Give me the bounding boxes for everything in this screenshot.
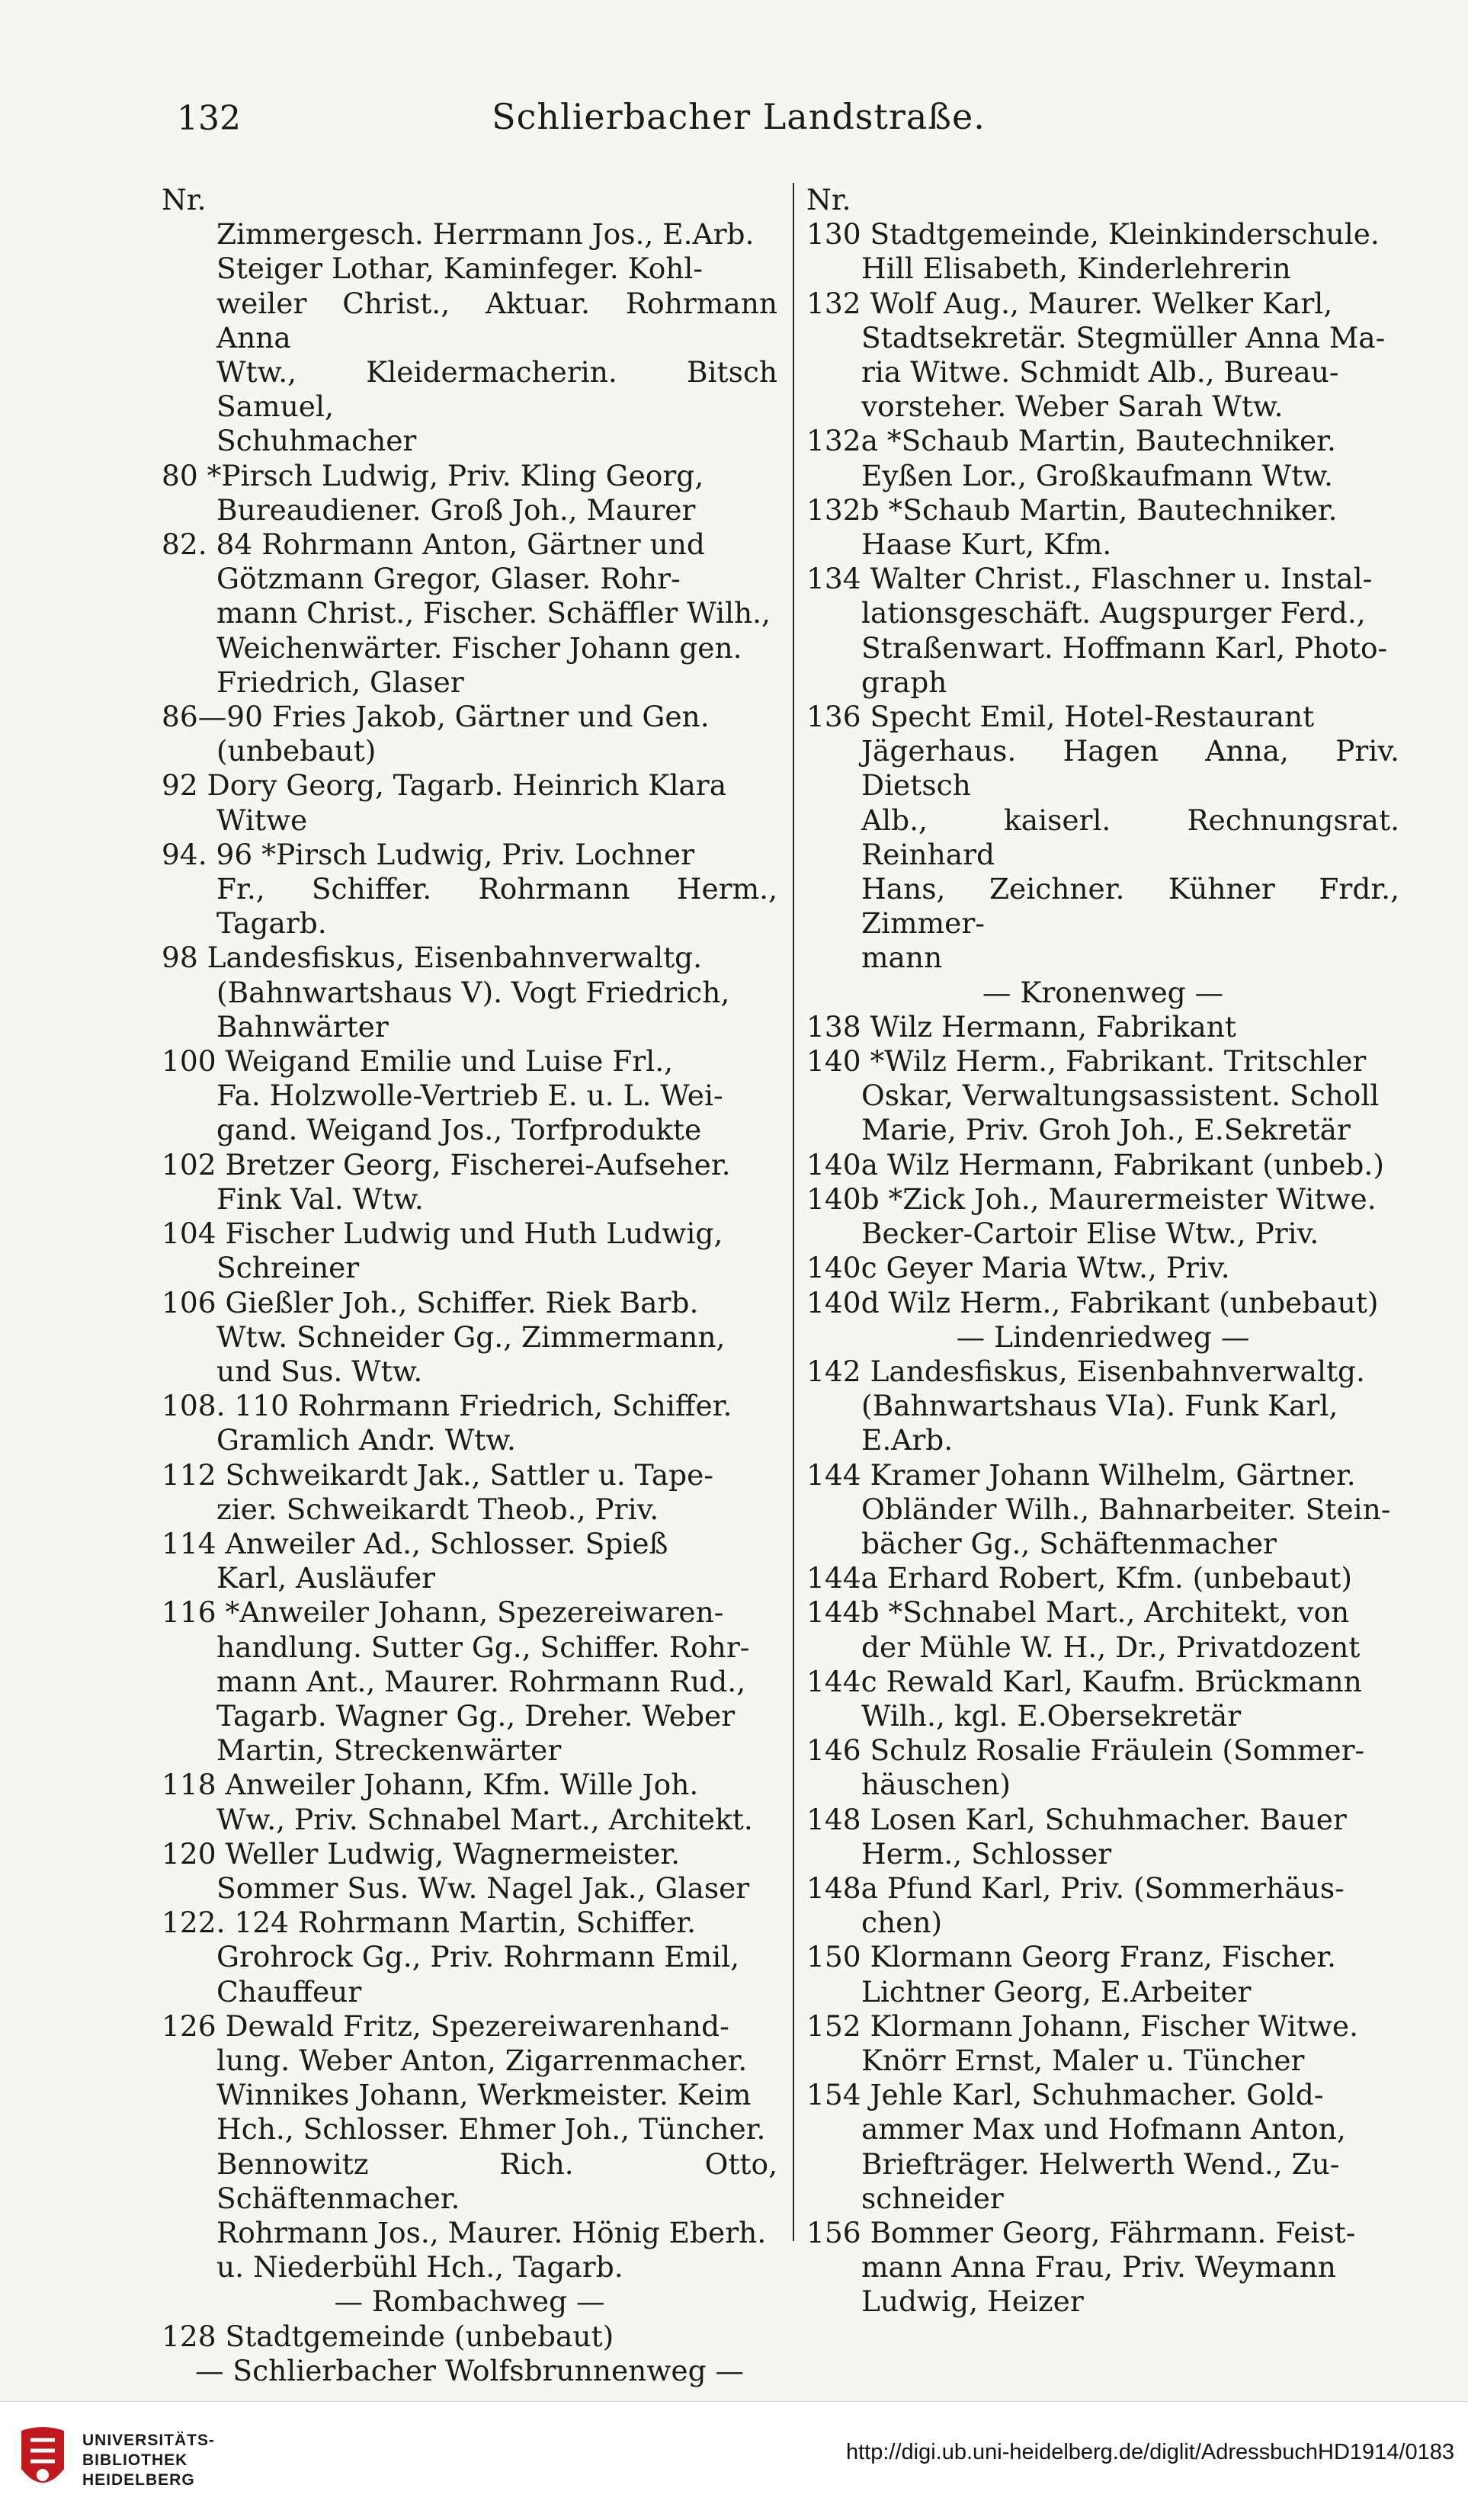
entry-line: 152 Klormann Johann, Fischer Witwe. — [806, 2009, 1359, 2043]
entry-line: schneider — [861, 2181, 1004, 2215]
entry-line: 132b *Schaub Martin, Bautechniker. — [806, 492, 1338, 527]
entry-line: Fink Val. Wtw. — [216, 1181, 424, 1216]
entry-line: Haase Kurt, Kfm. — [861, 527, 1112, 562]
entry-line: E.Arb. — [861, 1423, 954, 1457]
entry-line: handlung. Sutter Gg., Schiffer. Rohr- — [216, 1630, 750, 1664]
entry-line: gand. Weigand Jos., Torfprodukte — [216, 1113, 702, 1147]
entry-line: 150 Klormann Georg Franz, Fischer. — [806, 1940, 1337, 1974]
entry-line: Wtw. Schneider Gg., Zimmermann, — [216, 1319, 726, 1354]
permalink-url[interactable]: http://digi.ub.uni-heidelberg.de/diglit/AdressbuchHD1914/0183 — [845, 2440, 1454, 2464]
entry-line: Fr., Schiffer. Rohrmann Herm., Tagarb. — [216, 872, 777, 941]
entry-line: Zimmergesch. Herrmann Jos., E.Arb. — [216, 217, 755, 252]
entry-line: Lichtner Georg, E.Arbeiter — [861, 1974, 1252, 2009]
page-header — [177, 85, 1300, 146]
entry-line: 102 Bretzer Georg, Fischerei-Aufseher. — [162, 1147, 731, 1181]
entry-line: u. Niederbühl Hch., Tagarb. — [216, 2250, 623, 2284]
entry-line: Fa. Holzwolle-Vertrieb E. u. L. Wei- — [216, 1079, 723, 1113]
viewer-footer — [0, 2401, 1468, 2520]
entry-line: Ludwig, Heizer — [861, 2284, 1084, 2319]
entry-line: bächer Gg., Schäftenmacher — [861, 1526, 1277, 1560]
entry-line: Sommer Sus. Ww. Nagel Jak., Glaser — [216, 1871, 750, 1905]
university-seal-icon — [15, 2423, 70, 2499]
entry-line: 128 Stadtgemeinde (unbebaut) — [162, 2319, 614, 2353]
running-title: Schlierbacher Landstraße. — [492, 96, 986, 137]
entry-line: 136 Specht Emil, Hotel-Restaurant — [806, 700, 1315, 734]
entry-line: ria Witwe. Schmidt Alb., Bureau- — [861, 355, 1339, 390]
entry-line: 100 Weigand Emilie und Luise Frl., — [162, 1044, 674, 1079]
entry-line: 112 Schweikardt Jak., Sattler u. Tape- — [162, 1457, 714, 1492]
entry-line: Bahnwärter — [216, 1009, 389, 1044]
entry-line: Gramlich Andr. Wtw. — [216, 1423, 516, 1457]
entry-line: ammer Max und Hofmann Anton, — [861, 2112, 1346, 2146]
column-divider — [793, 183, 794, 2241]
entry-line: 126 Dewald Fritz, Spezereiwarenhand- — [162, 2009, 729, 2043]
entry-line: der Mühle W. H., Dr., Privatdozent — [861, 1630, 1361, 1664]
entry-line: lationsgeschäft. Augspurger Ferd., — [861, 596, 1366, 630]
entry-line: Chauffeur — [216, 1974, 362, 2009]
entry-line: Hill Elisabeth, Kinderlehrerin — [861, 252, 1291, 286]
entry-line: mann — [861, 941, 943, 975]
entry-line: 140 *Wilz Herm., Fabrikant. Tritschler — [806, 1044, 1367, 1079]
entry-line: Bureaudiener. Groß Joh., Maurer — [216, 492, 696, 527]
entry-line: Götzmann Gregor, Glaser. Rohr- — [216, 562, 681, 596]
entry-line: 108. 110 Rohrmann Friedrich, Schiffer. — [162, 1389, 732, 1423]
entry-line: (unbebaut) — [216, 734, 377, 768]
street-heading: — Rombachweg — — [334, 2284, 605, 2319]
entry-line: Schuhmacher — [216, 424, 417, 458]
entry-line: 92 Dory Georg, Tagarb. Heinrich Klara — [162, 768, 727, 803]
entry-line: 130 Stadtgemeinde, Kleinkinderschule. — [806, 217, 1380, 252]
entry-line: 144c Rewald Karl, Kaufm. Brückmann — [806, 1664, 1362, 1698]
entry-line: Hans, Zeichner. Kühner Frdr., Zimmer- — [861, 872, 1399, 941]
logo-line: UNIVERSITÄTS- — [82, 2432, 216, 2449]
entry-line: mann Christ., Fischer. Schäffler Wilh., — [216, 596, 771, 630]
logo-line: HEIDELBERG — [82, 2471, 195, 2489]
entry-line: 142 Landesfiskus, Eisenbahnverwaltg. — [806, 1354, 1365, 1388]
entry-line: 120 Weller Ludwig, Wagnermeister. — [162, 1836, 681, 1871]
entry-line: 114 Anweiler Ad., Schlosser. Spieß — [162, 1526, 668, 1560]
entry-line: Obländer Wilh., Bahnarbeiter. Stein- — [861, 1492, 1391, 1526]
entry-line: 146 Schulz Rosalie Fräulein (Sommer- — [806, 1733, 1365, 1768]
entry-line: Knörr Ernst, Maler u. Tüncher — [861, 2043, 1305, 2077]
entry-line: 140b *Zick Joh., Maurermeister Witwe. — [806, 1181, 1377, 1216]
entry-line: 144 Kramer Johann Wilhelm, Gärtner. — [806, 1457, 1356, 1492]
entry-line: zier. Schweikardt Theob., Priv. — [216, 1492, 659, 1526]
entry-line: Schreiner — [216, 1251, 360, 1285]
entry-line: 140c Geyer Maria Wtw., Priv. — [806, 1251, 1230, 1285]
entry-line: häuschen) — [861, 1768, 1011, 1802]
entry-line: Ww., Priv. Schnabel Mart., Architekt. — [216, 1802, 753, 1836]
entry-line: Alb., kaiserl. Rechnungsrat. Reinhard — [861, 803, 1399, 871]
entry-line: chen) — [861, 1906, 943, 1940]
entry-line: Martin, Streckenwärter — [216, 1733, 562, 1768]
entry-line: Tagarb. Wagner Gg., Dreher. Weber — [216, 1698, 736, 1733]
street-heading: — Lindenriedweg — — [956, 1319, 1250, 1354]
entry-line: 148a Pfund Karl, Priv. (Sommerhäus- — [806, 1871, 1345, 1905]
entry-line: 154 Jehle Karl, Schuhmacher. Gold- — [806, 2078, 1324, 2112]
entry-line: Herm., Schlosser — [861, 1836, 1112, 1871]
logo-line: BIBLIOTHEK — [82, 2451, 188, 2469]
column-label: Nr. — [806, 183, 851, 216]
entry-line: und Sus. Wtw. — [216, 1354, 423, 1388]
entry-line: 106 Gießler Joh., Schiffer. Riek Barb. — [162, 1285, 699, 1319]
entry-line: Steiger Lothar, Kaminfeger. Kohl- — [216, 252, 704, 286]
entry-line: Weichenwärter. Fischer Johann gen. — [216, 630, 742, 665]
entry-line: Jägerhaus. Hagen Anna, Priv. Dietsch — [861, 734, 1399, 803]
entry-line: 144a Erhard Robert, Kfm. (unbebaut) — [806, 1561, 1352, 1595]
entry-line: Wtw., Kleidermacherin. Bitsch Samuel, — [216, 355, 777, 424]
entry-line: Grohrock Gg., Priv. Rohrmann Emil, — [216, 1940, 740, 1974]
entry-line: 132a *Schaub Martin, Bautechniker. — [806, 424, 1336, 458]
entry-line: 144b *Schnabel Mart., Architekt, von — [806, 1595, 1350, 1630]
entry-line: 94. 96 *Pirsch Ludwig, Priv. Lochner — [162, 837, 695, 871]
entry-line: 116 *Anweiler Johann, Spezereiwaren- — [162, 1595, 724, 1630]
entry-line: lung. Weber Anton, Zigarrenmacher. — [216, 2043, 748, 2077]
entry-line: 104 Fischer Ludwig und Huth Ludwig, — [162, 1217, 723, 1251]
entry-line: (Bahnwartshaus VIa). Funk Karl, — [861, 1389, 1338, 1423]
entry-line: Oskar, Verwaltungsassistent. Scholl — [861, 1079, 1380, 1113]
entry-line: Wilh., kgl. E.Obersekretär — [861, 1698, 1242, 1733]
entry-line: Marie, Priv. Groh Joh., E.Sekretär — [861, 1113, 1351, 1147]
entry-line: Straßenwart. Hoffmann Karl, Photo- — [861, 630, 1388, 665]
entry-line: (Bahnwartshaus V). Vogt Friedrich, — [216, 975, 730, 1009]
column-label: Nr. — [162, 183, 207, 216]
entry-line: vorsteher. Weber Sarah Wtw. — [861, 390, 1284, 424]
entry-line: 156 Bommer Georg, Fährmann. Feist- — [806, 2215, 1356, 2249]
library-logo-text — [82, 2431, 215, 2490]
entry-line: Friedrich, Glaser — [216, 665, 464, 699]
left-column — [162, 183, 777, 2388]
entry-line: 134 Walter Christ., Flaschner u. Instal- — [806, 562, 1373, 596]
entry-line: Eyßen Lor., Großkaufmann Wtw. — [861, 458, 1333, 492]
entry-line: Hch., Schlosser. Ehmer Joh., Tüncher. — [216, 2112, 766, 2146]
entry-line: 140d Wilz Herm., Fabrikant (unbebaut) — [806, 1285, 1379, 1319]
street-heading: — Kronenweg — — [982, 975, 1224, 1009]
entry-line: mann Anna Frau, Priv. Weymann — [861, 2250, 1336, 2284]
page-number: 132 — [177, 99, 241, 138]
right-column — [806, 183, 1399, 2320]
entry-line: 118 Anweiler Johann, Kfm. Wille Joh. — [162, 1768, 699, 1802]
entry-line: mann Ant., Maurer. Rohrmann Rud., — [216, 1664, 746, 1698]
entry-line: Bennowitz Rich. Otto, Schäftenmacher. — [216, 2146, 777, 2215]
entry-line: 140a Wilz Hermann, Fabrikant (unbeb.) — [806, 1147, 1384, 1181]
entry-line: Winnikes Johann, Werkmeister. Keim — [216, 2078, 752, 2112]
entry-line: 80 *Pirsch Ludwig, Priv. Kling Georg, — [162, 458, 704, 492]
entry-line: 148 Losen Karl, Schuhmacher. Bauer — [806, 1802, 1347, 1836]
entry-line: Rohrmann Jos., Maurer. Hönig Eberh. — [216, 2215, 767, 2249]
entry-line: 138 Wilz Hermann, Fabrikant — [806, 1009, 1236, 1044]
entry-line: 82. 84 Rohrmann Anton, Gärtner und — [162, 527, 705, 562]
entry-line: 132 Wolf Aug., Maurer. Welker Karl, — [806, 286, 1333, 320]
entry-line: Briefträger. Helwerth Wend., Zu- — [861, 2146, 1340, 2181]
entry-line: 98 Landesfiskus, Eisenbahnverwaltg. — [162, 941, 703, 975]
entry-line: weiler Christ., Aktuar. Rohrmann Anna — [216, 286, 777, 354]
entry-line: 122. 124 Rohrmann Martin, Schiffer. — [162, 1906, 697, 1940]
entry-line: Stadtsekretär. Stegmüller Anna Ma- — [861, 320, 1386, 354]
entry-line: Becker-Cartoir Elise Wtw., Priv. — [861, 1217, 1319, 1251]
entry-line: Karl, Ausläufer — [216, 1561, 436, 1595]
entry-line: Witwe — [216, 803, 308, 837]
entry-line: 86—90 Fries Jakob, Gärtner und Gen. — [162, 700, 710, 734]
street-heading: — Schlierbacher Wolfsbrunnenweg — — [194, 2353, 745, 2387]
entry-line: graph — [861, 665, 947, 699]
